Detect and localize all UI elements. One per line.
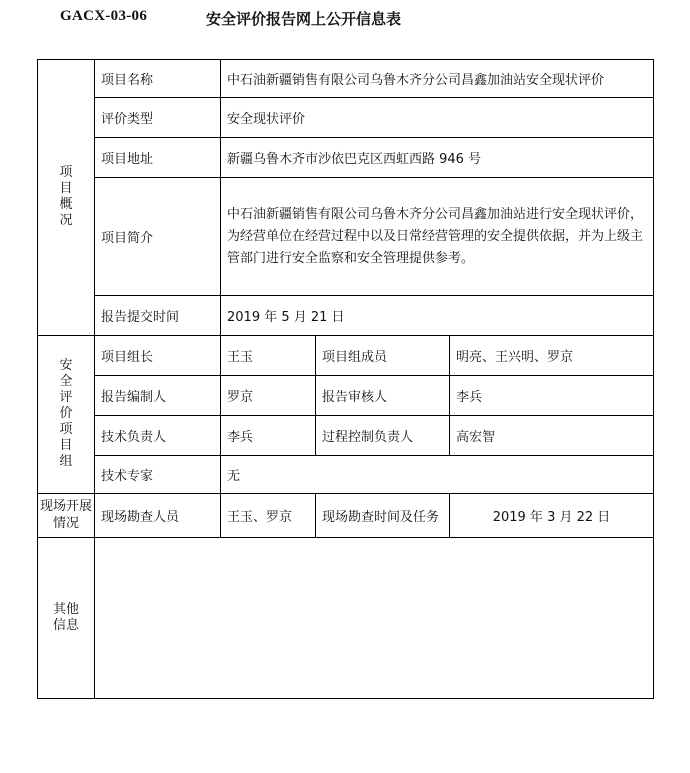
section-project-overview [38, 60, 95, 336]
section-site-work [38, 494, 95, 538]
table-row [38, 98, 654, 138]
table-row [38, 376, 654, 416]
eval-type-value: 安全现状评价 [221, 98, 654, 138]
field-label: 项目简介 [95, 178, 221, 296]
document-code: GACX-03-06 [60, 8, 148, 24]
field-label: 报告编制人 [95, 376, 221, 416]
table-row [38, 60, 654, 98]
section-other-info [38, 538, 95, 699]
survey-time-value: 2019 年 3 月 22 日 [450, 494, 654, 538]
expert-value: 无 [221, 456, 654, 494]
table-row [38, 416, 654, 456]
field-label: 项目地址 [95, 138, 221, 178]
section-label: 其他信息 [52, 601, 79, 633]
leader-value: 王玉 [221, 336, 316, 376]
table-row [38, 336, 654, 376]
info-table [37, 59, 654, 699]
document-title: 安全评价报告网上公开信息表 [206, 10, 402, 28]
table-row [38, 494, 654, 538]
field-label: 项目组长 [95, 336, 221, 376]
survey-staff-value: 王玉、罗京 [221, 494, 316, 538]
address-value: 新疆乌鲁木齐市沙依巴克区西虹西路 946 号 [221, 138, 654, 178]
field-label: 技术负责人 [95, 416, 221, 456]
table-row [38, 456, 654, 494]
other-info-value [95, 538, 654, 699]
field-label: 项目名称 [95, 60, 221, 98]
field-label: 过程控制负责人 [316, 416, 450, 456]
intro-value: 中石油新疆销售有限公司乌鲁木齐分公司昌鑫加油站进行安全现状评价，为经营单位在经营过程中以及日常经营管理的安全提供依据，并为上级主管部门进行安全监察和安全管理提供参考。 [221, 178, 654, 296]
writer-value: 罗京 [221, 376, 316, 416]
members-value: 明亮、王兴明、罗京 [450, 336, 654, 376]
section-evaluation-team [38, 336, 95, 494]
field-label: 报告提交时间 [95, 296, 221, 336]
field-label: 评价类型 [95, 98, 221, 138]
tech-lead-value: 李兵 [221, 416, 316, 456]
field-label: 现场勘查人员 [95, 494, 221, 538]
table-row [38, 138, 654, 178]
field-label: 现场勘查时间及任务 [316, 494, 450, 538]
section-label: 现场开展情况 [39, 499, 92, 531]
reviewer-value: 李兵 [450, 376, 654, 416]
table-row [38, 538, 654, 699]
project-name-value: 中石油新疆销售有限公司乌鲁木齐分公司昌鑫加油站安全现状评价 [221, 60, 654, 98]
field-label: 项目组成员 [316, 336, 450, 376]
table-row [38, 178, 654, 296]
field-label: 技术专家 [95, 456, 221, 494]
field-label: 报告审核人 [316, 376, 450, 416]
section-label: 安全评价项目组 [59, 358, 73, 470]
section-label: 项目概况 [59, 165, 73, 229]
process-control-value: 高宏智 [450, 416, 654, 456]
submit-time-value: 2019 年 5 月 21 日 [221, 296, 654, 336]
document-header [0, 8, 690, 30]
table-row [38, 296, 654, 336]
